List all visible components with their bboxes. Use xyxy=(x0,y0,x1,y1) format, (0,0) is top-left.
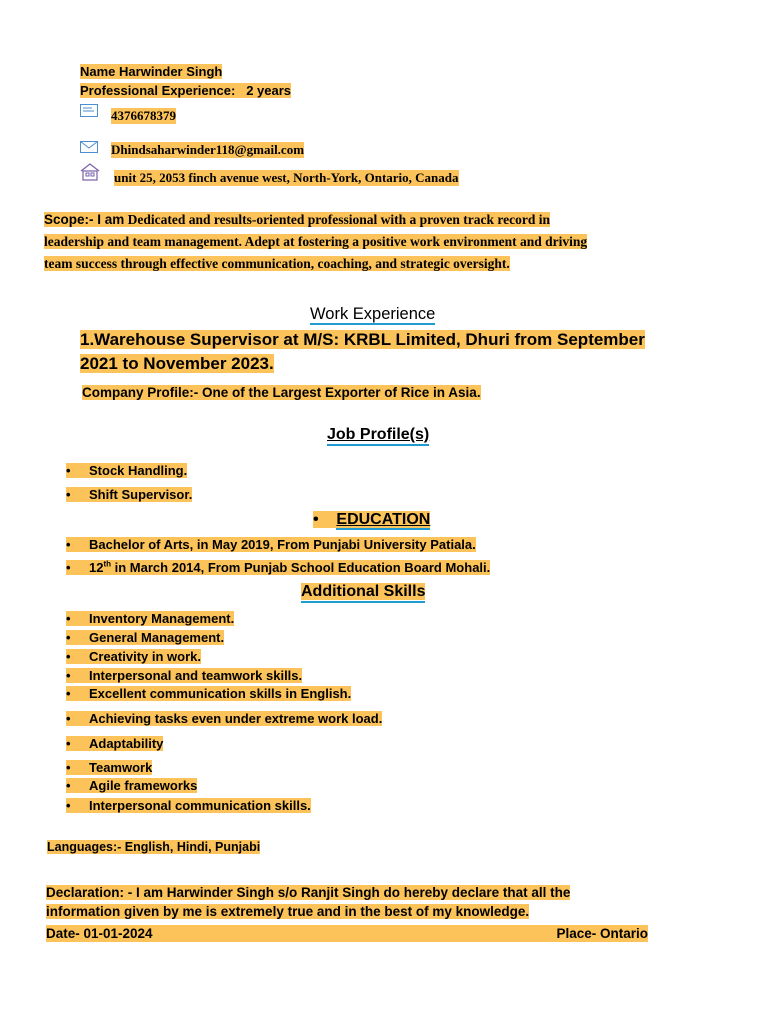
work-title xyxy=(80,328,645,376)
experience-label: Professional Experience: xyxy=(80,83,236,98)
languages-text: Languages:- English, Hindi, Punjabi xyxy=(47,840,261,854)
education-heading-text: EDUCATION xyxy=(336,511,431,528)
work-title-line-2: 2021 to November 2023. xyxy=(80,354,274,373)
name-label: Name xyxy=(80,64,116,79)
list-item: • Shift Supervisor. xyxy=(66,487,193,502)
skill-item: Inventory Management. xyxy=(89,611,235,626)
scope-line-2: leadership and team management. Adept at fostering a positive work environment and driving xyxy=(44,234,588,249)
list-item: • Agile frameworks xyxy=(66,778,198,793)
company-profile xyxy=(82,385,481,400)
declaration-line-1: Declaration: - I am Harwinder Singh s/o Ranjit Singh do hereby declare that all the xyxy=(46,885,571,900)
experience-line xyxy=(80,83,291,98)
house-icon xyxy=(80,163,100,181)
job-profile-heading: Job Profile(s) xyxy=(327,426,429,446)
company-profile-text: Company Profile:- One of the Largest Exporter of Rice in Asia. xyxy=(82,385,481,400)
education-item-1: Bachelor of Arts, in May 2019, From Punjabi University Patiala. xyxy=(89,537,476,552)
address: unit 25, 2053 finch avenue west, North-York, Ontario, Canada xyxy=(114,170,459,185)
list-item: • General Management. xyxy=(66,630,225,645)
list-item: • Inventory Management. xyxy=(66,611,235,626)
skill-item: Excellent communication skills in English. xyxy=(89,686,352,701)
list-item: • Teamwork xyxy=(66,760,153,775)
list-item: • 12th in March 2014, From Punjab School Education Board Mohali. xyxy=(66,560,491,576)
list-item: • Interpersonal and teamwork skills. xyxy=(66,668,303,683)
name-line xyxy=(80,64,222,79)
skill-item: General Management. xyxy=(89,630,225,645)
list-item: • Achieving tasks even under extreme work load. xyxy=(66,711,383,726)
list-item: • Stock Handling. xyxy=(66,463,188,478)
list-item: • Bachelor of Arts, in May 2019, From Punjabi University Patiala. xyxy=(66,537,476,552)
work-experience-heading: Work Experience xyxy=(310,305,436,323)
skill-item: Interpersonal communication skills. xyxy=(89,798,311,813)
work-title-line-1: 1.Warehouse Supervisor at M/S: KRBL Limited, Dhuri from September xyxy=(80,330,645,349)
skill-item: Achieving tasks even under extreme work load. xyxy=(89,711,383,726)
declaration xyxy=(46,883,570,921)
education-item-2-prefix: 12 xyxy=(89,560,104,576)
place-value: Place- Ontario xyxy=(556,926,648,941)
job-item-1: Stock Handling. xyxy=(89,463,188,478)
skill-item: Creativity in work. xyxy=(89,649,201,664)
scope-line-3: team success through effective communication, coaching, and strategic oversight. xyxy=(44,256,510,271)
education-item-2-sup: th xyxy=(103,560,112,569)
skill-item: Adaptability xyxy=(89,736,164,751)
phone-number: 4376678379 xyxy=(111,108,176,123)
scope-label: Scope:- I am xyxy=(44,212,125,227)
scope-line-1: Dedicated and results-oriented professional with a proven track record in xyxy=(127,212,551,227)
education-item-2-rest: in March 2014, From Punjab School Education Board Mohali. xyxy=(111,560,491,576)
list-item: • Adaptability xyxy=(66,736,164,751)
skill-item: Interpersonal and teamwork skills. xyxy=(89,668,303,683)
job-item-2: Shift Supervisor. xyxy=(89,487,193,502)
experience-value: 2 years xyxy=(246,83,292,98)
skills-heading-text: Additional Skills xyxy=(301,583,426,600)
phone-card-icon xyxy=(80,104,98,117)
skill-item: Agile frameworks xyxy=(89,778,198,793)
education-heading: • EDUCATION xyxy=(313,511,431,528)
date-place-row xyxy=(46,925,648,942)
name-value: Harwinder Singh xyxy=(119,64,223,79)
list-item: • Excellent communication skills in English. xyxy=(66,686,352,701)
languages xyxy=(47,840,260,854)
declaration-line-2: information given by me is extremely true and in the best of my knowledge. xyxy=(46,904,530,919)
email-address: Dhindsaharwinder118@gmail.com xyxy=(111,142,305,157)
mail-icon xyxy=(80,141,98,153)
skill-item: Teamwork xyxy=(89,760,153,775)
list-item: • Creativity in work. xyxy=(66,649,201,664)
additional-skills-heading xyxy=(301,583,425,603)
scope-section xyxy=(44,209,587,275)
date-value: Date- 01-01-2024 xyxy=(46,926,153,941)
list-item: • Interpersonal communication skills. xyxy=(66,798,311,813)
